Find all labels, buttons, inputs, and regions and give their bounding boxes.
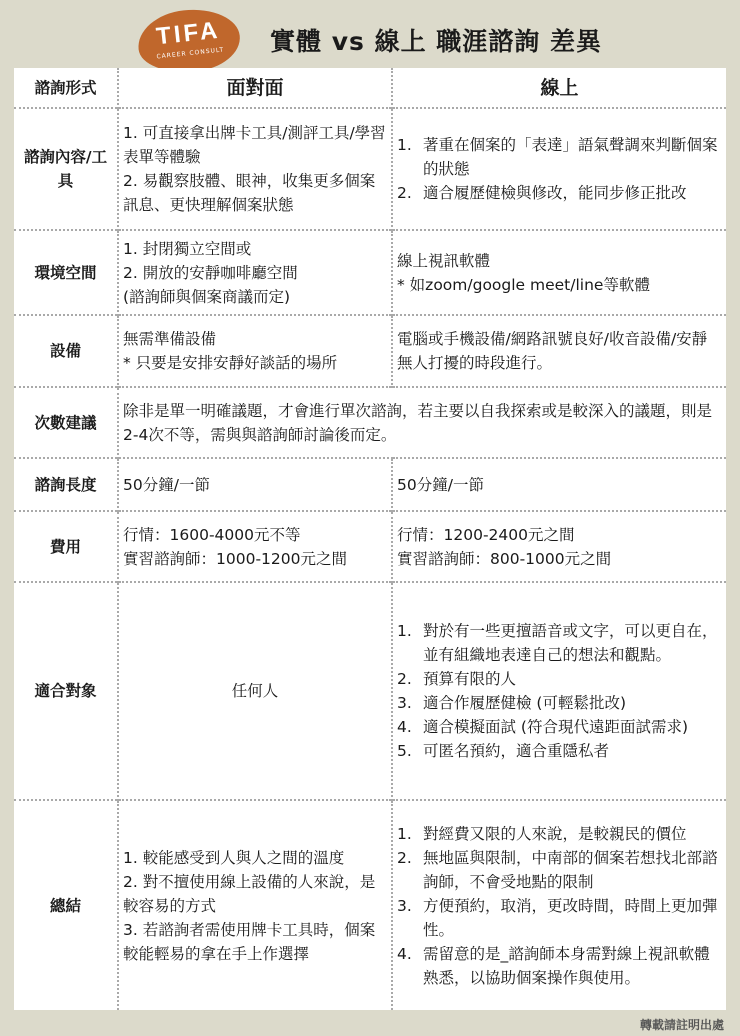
online-item: 電腦或手機設備/網路訊號良好/收音設備/安靜無人打擾的時段進行。: [397, 330, 708, 372]
face-cell: [118, 800, 392, 1010]
table-row: [14, 108, 726, 230]
online-item: 線上視訊軟體: [397, 251, 491, 270]
table-header: [14, 68, 726, 108]
online-cell: [392, 230, 726, 315]
face-item: 2. 易觀察肢體、眼神，收集更多個案訊息、更快理解個案狀態: [123, 172, 376, 214]
table-row: [14, 800, 726, 1010]
row-label: 適合對象: [14, 582, 118, 800]
online-item: 1. 對於有一些更擅語音或文字，可以更自在，並有組織地表達自己的想法和觀點。: [397, 622, 718, 664]
face-cell: 任何人: [118, 582, 392, 800]
header-online: 線上: [392, 68, 726, 108]
face-item: 1. 可直接拿出牌卡工具/測評工具/學習表單等體驗: [123, 124, 386, 166]
row-label: 設備: [14, 315, 118, 387]
face-cell: 50分鐘/一節: [118, 458, 392, 511]
table-row: [14, 315, 726, 387]
row-label: 環境空間: [14, 230, 118, 315]
footer-note: 轉載請註明出處: [639, 1018, 724, 1032]
face-item: 2. 開放的安靜咖啡廳空間: [123, 263, 298, 282]
online-cell: [392, 511, 726, 582]
row-label: 諮詢內容/工具: [14, 108, 118, 230]
header-face: 面對面: [118, 68, 392, 108]
online-cell: [392, 582, 726, 800]
online-item: 2. 無地區與限制，中南部的個案若想找北部諮詢師，不會受地點的限制: [397, 848, 718, 891]
face-item: * 只要是安排安靜好談話的場所: [123, 354, 338, 372]
row-label: 費用: [14, 511, 118, 582]
face-cell: [118, 108, 392, 230]
header-format: 諮詢形式: [34, 78, 97, 97]
face-item: 行情：1600-4000元不等: [123, 525, 301, 544]
online-cell: [392, 800, 726, 1010]
table-row: [14, 511, 726, 582]
online-item: 4. 適合模擬面試 (符合現代遠距面試需求): [397, 718, 689, 736]
face-cell: [118, 315, 392, 387]
face-cell: [118, 230, 392, 315]
face-item: 2. 對不擅使用線上設備的人來說，是較容易的方式: [123, 872, 376, 915]
online-item: 1. 著重在個案的「表達」語氣聲調來判斷個案的狀態: [397, 136, 718, 178]
row-label: 諮詢長度: [14, 458, 118, 511]
logo-name: TIFA: [154, 16, 222, 51]
online-item: 1. 對經費又限的人來說，是較親民的價位: [397, 824, 687, 843]
face-item: 無需準備設備: [123, 330, 217, 348]
table-row: [14, 230, 726, 315]
online-item: 3. 適合作履歷健檢 (可輕鬆批改): [397, 694, 627, 712]
online-item: 5. 可匿名預約，適合重隱私者: [397, 742, 610, 760]
online-item: 2. 預算有限的人: [397, 670, 517, 688]
online-cell: 50分鐘/一節: [392, 458, 726, 511]
online-item: 行情：1200-2400元之間: [397, 525, 575, 544]
tifa-logo: [135, 5, 243, 77]
face-cell: [118, 511, 392, 582]
face-item: 1. 較能感受到人與人之間的溫度: [123, 848, 345, 867]
face-item: 實習諮詢師：1000-1200元之間: [123, 549, 347, 568]
page-title: 實體 vs 線上 職涯諮詢 差異: [270, 27, 602, 56]
online-item: 實習諮詢師：800-1000元之間: [397, 549, 612, 568]
face-item: 3. 若諮詢者需使用牌卡工具時，個案較能輕易的拿在手上作選擇: [123, 920, 376, 963]
online-item: 3. 方便預約，取消，更改時間，時間上更加彈性。: [397, 896, 718, 939]
online-cell: [392, 315, 726, 387]
times-cell: 除非是單一明確議題，才會進行單次諮詢，若主要以自我探索或是較深入的議題，則是2-4次不等，需與與諮詢師討論後而定。: [118, 387, 726, 458]
online-cell: [392, 108, 726, 230]
online-item: * 如zoom/google meet/line等軟體: [397, 275, 650, 294]
online-item: 2. 適合履歷健檢與修改，能同步修正批改: [397, 184, 687, 202]
row-label: 次數建議: [14, 387, 118, 458]
table-row: [14, 387, 726, 458]
face-item: 1. 封閉獨立空間或: [123, 239, 252, 258]
face-item: (諮詢師與個案商議而定): [123, 287, 291, 306]
row-label: 總結: [14, 800, 118, 1010]
table-row: [14, 458, 726, 511]
table-row: [14, 582, 726, 800]
online-item: 4. 需留意的是_諮詢師本身需對線上視訊軟體熟悉，以協助個案操作與使用。: [397, 944, 710, 987]
comparison-table: [14, 68, 726, 1010]
logo-tagline: CAREER CONSULT: [156, 46, 225, 61]
